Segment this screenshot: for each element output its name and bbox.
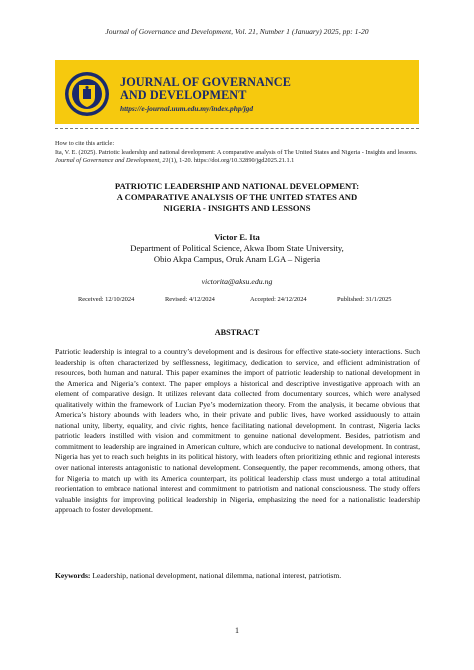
received-date: Received: 12/10/2024 [78,296,135,303]
citation-block [55,140,423,166]
journal-url-link[interactable]: https://e-journal.uum.edu.my/index.php/jgd [120,104,254,113]
abstract-body: Patriotic leadership is integral to a country’s development and is desirous for effective state-society interactions. Such leadership is often characterized by selflessness, legitimacy, dedication to service, and efficient administration of resources, both human and natural. This paper examines the import of patriotic leadership to national development in the America and Nigeria’s context. The paper employs a historical and descriptive investigative approach with an element of comparative design. It utilizes relevant data collected from documentary sources, which were analysed qualitatively within the framework of Lucian Pye’s modernization theory. From the analysis, it became obvious that America’s history abounds with leaders who, in their private and public lives, have worked assiduously to attain national unity, liberty, equality, and civic rights, hence facilitating national development. In contrast, Nigeria lacks patriotic leaders instilled with vision and commitment to genuine national development. Besides, patriotism and commitment to leadership are ingrained in American culture, which are conducive to national development. In contrast, Nigeria has yet to reach such heights in its political history, with leaders often prioritizing ethnic and regional interests over national interests antagonistic to national development. Consequently, the paper recommends, among others, that for Nigeria to match up with its America counterpart, its political leadership class must undergo a total attitudinal reorientation to embrace national interest and commitment to patriotism and national consciousness. The study offers valuable insights for improving political leadership in Nigeria, emphasizing the need for a nationalistic leadership approach to foster development. [55,347,420,515]
author-email[interactable]: victorita@aksu.edu.ng [201,277,273,286]
running-header: Journal of Governance and Development, Vol. 21, Number 1 (January) 2025, pp: 1-20 [105,27,369,36]
journal-title-line2: AND DEVELOPMENT [120,88,247,102]
journal-title-line1: JOURNAL OF GOVERNANCE [120,75,291,89]
article-dates [0,296,474,306]
revised-date: Revised: 4/12/2024 [165,296,215,303]
divider [55,128,419,129]
page-number: 1 [235,626,239,635]
paper-title: PATRIOTIC LEADERSHIP AND NATIONAL DEVELOPMENT: A COMPARATIVE ANALYSIS OF THE UNITED STATES AND NIGERIA - INSIGHTS AND LESSONS [114,181,360,213]
university-crest-icon [64,71,110,117]
keywords-text: Leadership, national development, national dilemma, national interest, patriotism. [90,571,342,580]
author-affiliation: Department of Political Science, Akwa Ibom State University, Obio Akpa Campus, Oruk Anam LGA – Nigeria [130,243,344,264]
keywords [55,571,420,580]
abstract-heading: ABSTRACT [214,328,260,337]
author-name: Victor E. Ita [214,232,260,242]
journal-title [120,76,291,102]
published-date: Published: 31/1/2025 [337,296,392,303]
citation-label: How to cite this article: [55,140,115,147]
citation-text: Ita, V. E. (2025). Patriotic leadership and national development: A comparative analysis of The United States and Nigeria - Insights and lessons. Journal of Governance and Development, 21(1), 1-20. https://doi.org/10.32890/jgd2025.21.1.1 [55,148,418,165]
keywords-label: Keywords: [55,571,91,580]
accepted-date: Accepted: 24/12/2024 [250,296,307,303]
